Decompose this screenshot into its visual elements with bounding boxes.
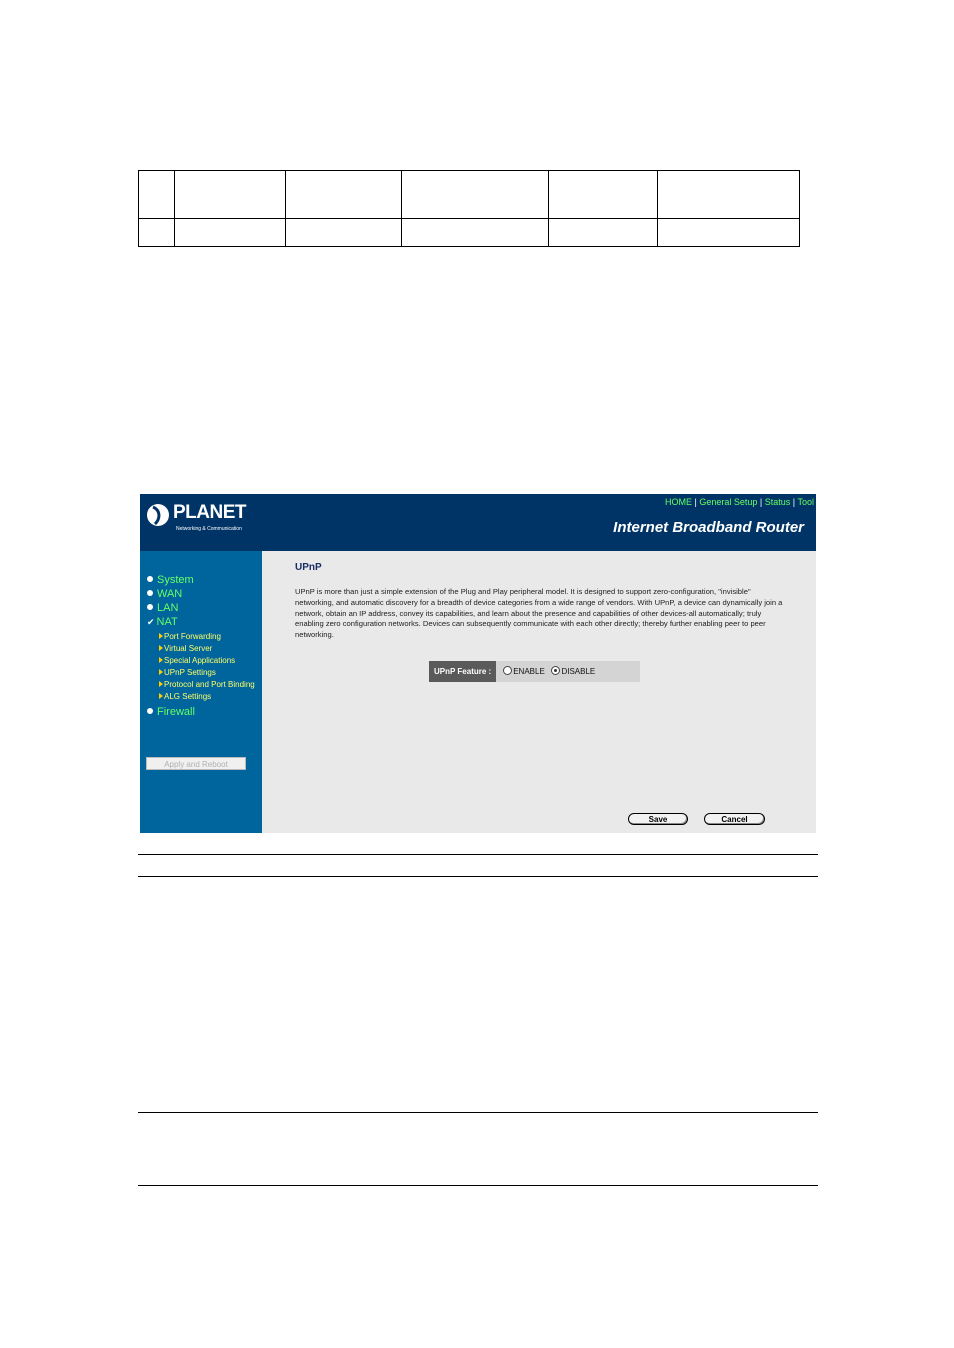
table-cell: [402, 219, 549, 247]
cancel-button[interactable]: Cancel: [704, 813, 765, 825]
apply-reboot-button[interactable]: Apply and Reboot: [146, 757, 246, 770]
page-title: UPnP: [295, 562, 322, 573]
nav-sub-upnp-settings[interactable]: [159, 668, 216, 677]
table-cell: [286, 171, 402, 219]
nav-sub-protocol-port-binding[interactable]: [159, 680, 255, 689]
sub-label: Special Applications: [164, 656, 236, 665]
arrow-right-icon: [159, 633, 163, 639]
link-general-setup[interactable]: General Setup: [699, 497, 758, 507]
nav-nat[interactable]: [147, 616, 178, 628]
enable-radio[interactable]: [503, 666, 512, 675]
table-cell: [175, 171, 286, 219]
feature-options: [496, 661, 640, 682]
arrow-right-icon: [159, 645, 163, 651]
bullet-icon: [147, 708, 153, 714]
nav-label: NAT: [156, 616, 178, 628]
nav-label: System: [157, 574, 194, 586]
top-empty-table: [138, 170, 800, 247]
feature-label: UPnP Feature :: [429, 661, 496, 682]
table-cell: [402, 171, 549, 219]
table-cell: [658, 171, 800, 219]
separator: |: [792, 497, 796, 507]
table-cell: [658, 219, 800, 247]
sub-label: Virtual Server: [164, 644, 213, 653]
product-name: Internet Broadband Router: [613, 519, 804, 536]
nav-sub-port-forwarding[interactable]: [159, 632, 221, 641]
arrow-right-icon: [159, 693, 163, 699]
nav-wan[interactable]: [147, 588, 182, 600]
table-cell: [549, 171, 658, 219]
bullet-icon: [147, 576, 153, 582]
sub-label: UPnP Settings: [164, 668, 216, 677]
disable-label: DISABLE: [561, 667, 596, 676]
rule-line: [138, 854, 818, 855]
nav-sub-virtual-server[interactable]: [159, 644, 212, 653]
rule-line: [138, 876, 818, 877]
nav-sub-alg-settings[interactable]: [159, 692, 211, 701]
upnp-feature-row: [429, 661, 640, 682]
table-cell: [286, 219, 402, 247]
rule-line: [138, 1185, 818, 1186]
bullet-icon: [147, 604, 153, 610]
planet-globe-icon: [146, 503, 170, 527]
rule-line: [138, 1112, 818, 1113]
header-bar: [140, 494, 816, 551]
nav-sub-special-applications[interactable]: [159, 656, 235, 665]
top-links: [665, 497, 814, 507]
table-cell: [549, 219, 658, 247]
router-screenshot: [140, 494, 816, 833]
nav-label: Firewall: [157, 706, 195, 718]
sidebar: [140, 551, 262, 833]
enable-label: ENABLE: [513, 667, 545, 676]
planet-logo: [146, 502, 246, 536]
nav-label: WAN: [157, 588, 183, 600]
link-home[interactable]: HOME: [664, 497, 692, 507]
nav-lan[interactable]: [147, 602, 178, 614]
upnp-description: UPnP is more than just a simple extension of the Plug and Play peripheral model. It is designed to support zero-configuration, "invisible" networking, and automatic discovery for a breadth of device categories from a wide range of vendors. With UPnP, a device can dynamically join a network, obtain an IP address, convey its capabilities, and learn about the presence and capabilities of other devices-all automatically; truly enabling zero configuration networks. Devices can subsequently communicate with each other directly; thereby further enabling peer to peer networking.: [295, 587, 783, 640]
save-button[interactable]: Save: [628, 813, 688, 825]
logo-text: PLANET: [173, 502, 246, 523]
sub-label: Protocol and Port Binding: [164, 680, 255, 689]
logo-subtitle: Networking & Communication: [176, 526, 242, 532]
arrow-right-icon: [159, 669, 163, 675]
arrow-right-icon: [159, 657, 163, 663]
nav-label: LAN: [157, 602, 179, 614]
bullet-icon: [147, 590, 153, 596]
link-tool[interactable]: Tool: [797, 497, 814, 507]
table-cell: [139, 219, 175, 247]
sub-label: Port Forwarding: [164, 632, 221, 641]
nav-firewall[interactable]: [147, 706, 195, 718]
arrow-right-icon: [159, 681, 163, 687]
link-status[interactable]: Status: [764, 497, 791, 507]
nav-system[interactable]: [147, 574, 194, 586]
disable-radio[interactable]: [551, 666, 560, 675]
separator: |: [694, 497, 697, 507]
sub-label: ALG Settings: [164, 692, 212, 701]
separator: |: [759, 497, 763, 507]
checkmark-icon: ✔: [147, 617, 155, 627]
table-cell: [139, 171, 175, 219]
table-cell: [175, 219, 286, 247]
main-content: [262, 551, 816, 833]
